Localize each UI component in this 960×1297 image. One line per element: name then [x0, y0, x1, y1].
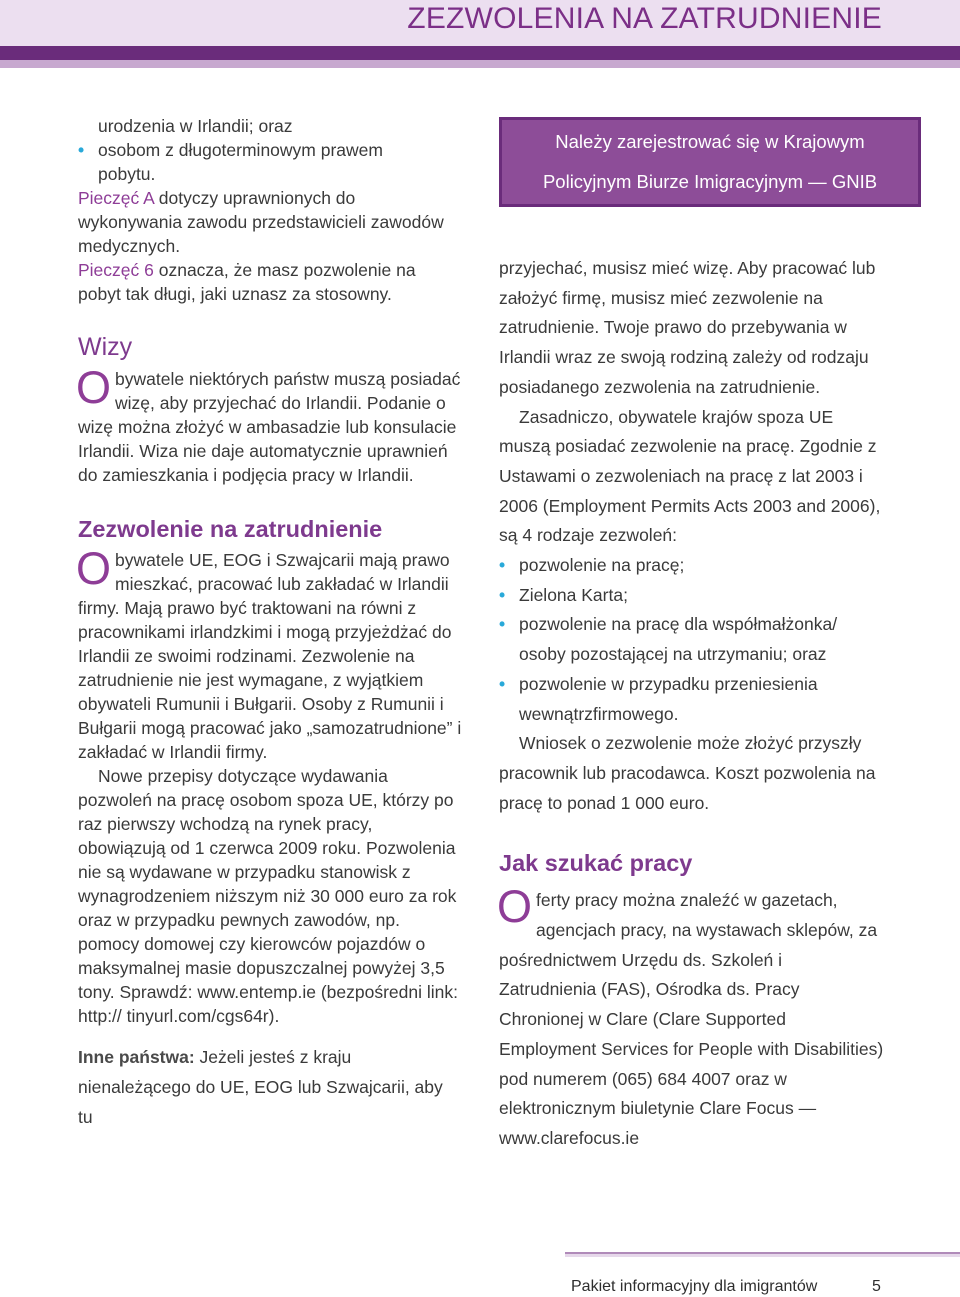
jak-szukac-paragraph	[497, 881, 884, 1153]
stamp-a-paragraph	[78, 186, 462, 258]
left-column	[78, 114, 462, 1132]
inne-panstwa-text: Jeżeli jesteś z kraju nienależącego do UE, EOG lub Szwajcarii, aby tu	[78, 1047, 443, 1127]
list-item	[499, 670, 884, 729]
bullet-icon: •	[78, 140, 85, 160]
zezwolenie-text: bywatele UE, EOG i Szwajcarii mają prawo mieszkać, pracować lub zakładać w Irlandii firmy. Mają prawo być traktowani na równi z pracownikami irlandzkimi i mogą przyjeżdżać do Irlandii ze swoimi rodzinami. Zezwolenie na zatrudnienie nie jest wymagane, z wyjątkiem obywateli Rumunii i Bułgarii. Osoby z Rumunii i Bułgarii mogą pracować jako „samozatrudnione” i zakładać w Irlandii firmy.	[78, 550, 462, 762]
inne-panstwa-label: Inne państwa:	[78, 1047, 195, 1067]
section-heading-wizy: Wizy	[78, 333, 133, 361]
stamp-6-text: oznacza, że masz pozwolenie na pobyt tak długi, jaki uznasz za stosowny.	[78, 260, 416, 304]
bullet-icon: •	[499, 555, 506, 576]
list-item-text: osobom z długoterminowym prawem	[98, 140, 383, 160]
wniosek-paragraph: Wniosek o zezwolenie może złożyć przyszły pracownik lub pracodawca. Koszt pozwolenia na pracę to ponad 1 000 euro.	[499, 733, 876, 813]
list-item	[499, 610, 884, 669]
stamp-6-label: Pieczęć 6	[78, 260, 154, 280]
list-item	[78, 138, 462, 162]
section-heading-jak-szukac-pracy: Jak szukać pracy	[499, 850, 693, 877]
inne-panstwa-paragraph	[78, 1042, 462, 1132]
wizy-text: bywatele niektórych państw muszą posiadać wizę, aby przyjechać do Irlandii. Podanie o wizę można złożyć w ambasadzie lub konsulacie Irlandii. Wiza nie daje automatycznie uprawnień do zamieszkania i podjęcia pracy w Irlandii.	[78, 369, 461, 485]
jak-szukac-text: ferty pracy można znaleźć w gazetach, agencjach pracy, na wystawach sklepów, za pośrednictwem Urzędu ds. Szkoleń i Zatrudnienia (FAS), Ośrodka ds. Pracy Chronionej w Clare (Clare Supported Employment Services for People with Disabilities) pod numerem (065) 684 4007 oraz w elektronicznym biuletynie Clare Focus — www.clarefocus.ie	[499, 890, 884, 1148]
drop-cap: O	[76, 543, 112, 594]
gnib-callout-box	[499, 117, 921, 207]
list-item-text: pozwolenie na pracę;	[519, 555, 685, 576]
list-item-text: pozwolenie w przypadku przeniesienia wewnątrzfirmowego.	[519, 673, 818, 724]
stamp-6-paragraph	[78, 258, 462, 306]
right-column	[499, 254, 884, 1154]
section-heading-zezwolenie: Zezwolenie na zatrudnienie	[78, 516, 383, 542]
list-item	[499, 581, 884, 611]
zasadniczo-paragraph: Zasadniczo, obywatele krajów spoza UE muszą posiadać zezwolenie na pracę. Zgodnie z Ustawami o zezwoleniach na pracę z lat 2003 i 2006 (Employment Permits Acts 2003 and 2006), są 4 rodzaje zezwoleń:	[499, 406, 881, 546]
bullet-icon: •	[499, 614, 506, 635]
right-intro-paragraph: przyjechać, musisz mieć wizę. Aby pracować lub założyć firmę, musisz mieć zezwolenie na zatrudnienie. Twoje prawo do przebywania w Irlandii wraz ze swoją rodziną zależy od rodzaju posiadanego zezwolenia na zatrudnienie.	[499, 258, 876, 397]
list-item-text: pozwolenie na pracę dla współmałżonka/ osoby pozostającej na utrzymaniu; oraz	[519, 614, 838, 665]
stamp-a-text: dotyczy uprawnionych do wykonywania zawodu przedstawicieli zawodów medycznych.	[78, 188, 444, 256]
footer-publication-title: Pakiet informacyjny dla imigrantów	[571, 1278, 818, 1295]
wizy-paragraph	[76, 362, 462, 487]
permit-types-list	[499, 551, 884, 729]
header-rule	[0, 46, 960, 68]
drop-cap: O	[497, 881, 533, 933]
page-number: 5	[872, 1278, 881, 1295]
list-item-continuation: pobytu.	[98, 164, 156, 184]
stamp-a-label: Pieczęć A	[78, 188, 154, 208]
intro-line: urodzenia w Irlandii; oraz	[98, 116, 293, 136]
callout-line-1: Należy zarejestrować się w Krajowym	[555, 131, 865, 152]
nowe-przepisy-paragraph: Nowe przepisy dotyczące wydawania pozwoleń na pracę osobom spoza UE, którzy po raz pierwszy wchodzą na rynek pracy, obowiązują od 1 czerwca 2009 roku. Pozwolenia nie są wydawane w przypadku stanowisk z wynagrodzeniem niższym niż 30 000 euro za rok oraz w przypadku pewnych zawodów, np. pomocy domowej czy kierowców pojazdów o maksymalnej masie dopuszczalnej powyżej 3,5 tony. Sprawdź: www.entemp.ie (bezpośredni link: http:// tinyurl.com/cgs64r).	[78, 766, 458, 1026]
callout-line-2: Policyjnym Biurze Imigracyjnym — GNIB	[542, 171, 878, 192]
drop-cap: O	[76, 362, 112, 413]
list-item-text: Zielona Karta;	[519, 584, 628, 605]
page-header-title: ZEZWOLENIA NA ZATRUDNIENIE	[407, 2, 882, 35]
zezwolenie-paragraph	[76, 543, 462, 764]
bullet-icon: •	[499, 584, 506, 605]
list-item	[499, 551, 884, 581]
footer-rule	[565, 1252, 960, 1257]
bullet-icon: •	[499, 673, 506, 694]
